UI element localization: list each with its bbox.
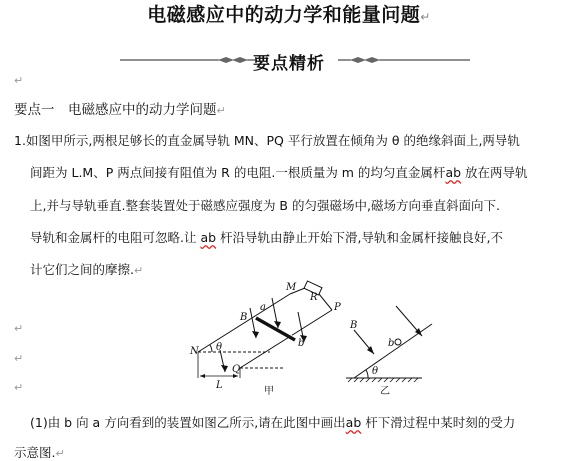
rod-label: ab [200, 230, 217, 245]
problem-line-1-text: 1.如图甲所示,两根足够长的直金属导轨 MN、PQ 平行放置在倾角为 θ 的绝缘斜面上,两导轨 [14, 133, 520, 148]
return-mark: ↵ [14, 74, 24, 87]
label-p: P [334, 302, 341, 313]
label-r: R [310, 292, 318, 303]
physics-figure [160, 280, 460, 398]
label-l: L [216, 380, 223, 391]
caption-yi: 乙 [380, 386, 390, 397]
rod-label: ab [445, 165, 462, 180]
sub-question-line-2 [14, 443, 65, 461]
section-banner: 要点精析 [253, 54, 325, 74]
label-b-rod: b [298, 338, 305, 349]
label-theta-1: θ [216, 342, 223, 353]
problem-line-2-tail: 放在两导轨 [461, 165, 528, 180]
problem-line-2-text: 间距为 L.M、P 两点间接有阻值为 R 的电阻.一根质量为 m 的均匀直金属杆 [30, 165, 446, 180]
sub-question-prefix: (1)由 b 向 a 方向看到的装置如图乙所示,请在此图中画出 [30, 415, 346, 430]
rod-label: ab [345, 415, 362, 430]
sub-question-suffix: 杆下滑过程中某时刻的受力 [361, 415, 516, 430]
return-mark: ↵ [216, 104, 226, 117]
label-q: Q [232, 364, 241, 375]
point-heading-text: 要点一 电磁感应中的动力学问题 [14, 102, 217, 118]
sub-question-line-1 [30, 413, 515, 431]
problem-line-1 [14, 131, 520, 149]
label-b-rod-2: b [388, 338, 395, 349]
problem-line-3-text: 上,并与导轨垂直.整套装置处于磁感应强度为 B 的匀强磁场中,磁场方向垂直斜面向下. [30, 198, 500, 213]
problem-line-4-text: 导轨和金属杆的电阻可忽略.让 [30, 230, 197, 245]
label-b-field-2: B [350, 320, 358, 331]
point-heading [14, 98, 226, 118]
return-mark: ↵ [14, 381, 24, 394]
rod-cross-section [395, 339, 401, 345]
return-mark: ↵ [133, 264, 144, 277]
label-a: a [260, 302, 266, 313]
label-b-field: B [240, 312, 248, 323]
problem-line-4-tail: 杆沿导轨由静止开始下滑,导轨和金属杆接触良好,不 [216, 230, 503, 245]
problem-line-5-text: 计它们之间的摩擦. [30, 262, 134, 277]
problem-line-4 [30, 228, 503, 246]
sub-question-line-2-text: 示意图. [14, 445, 56, 460]
return-mark: ↵ [14, 322, 24, 335]
page-title-text: 电磁感应中的动力学和能量问题 [147, 4, 421, 26]
figure-yi [346, 306, 432, 397]
return-mark: ↵ [14, 352, 24, 365]
label-n: N [190, 346, 199, 357]
figure-jia [189, 281, 341, 397]
page-title [0, 0, 578, 27]
rail-pq [240, 310, 332, 368]
problem-line-3 [30, 196, 500, 214]
problem-line-5 [30, 260, 143, 278]
label-theta-2: θ [372, 366, 379, 377]
caption-jia: 甲 [264, 386, 274, 397]
return-mark: ↵ [420, 10, 431, 24]
label-m: M [286, 282, 297, 293]
problem-line-2 [30, 163, 528, 181]
return-mark: ↵ [55, 447, 65, 460]
